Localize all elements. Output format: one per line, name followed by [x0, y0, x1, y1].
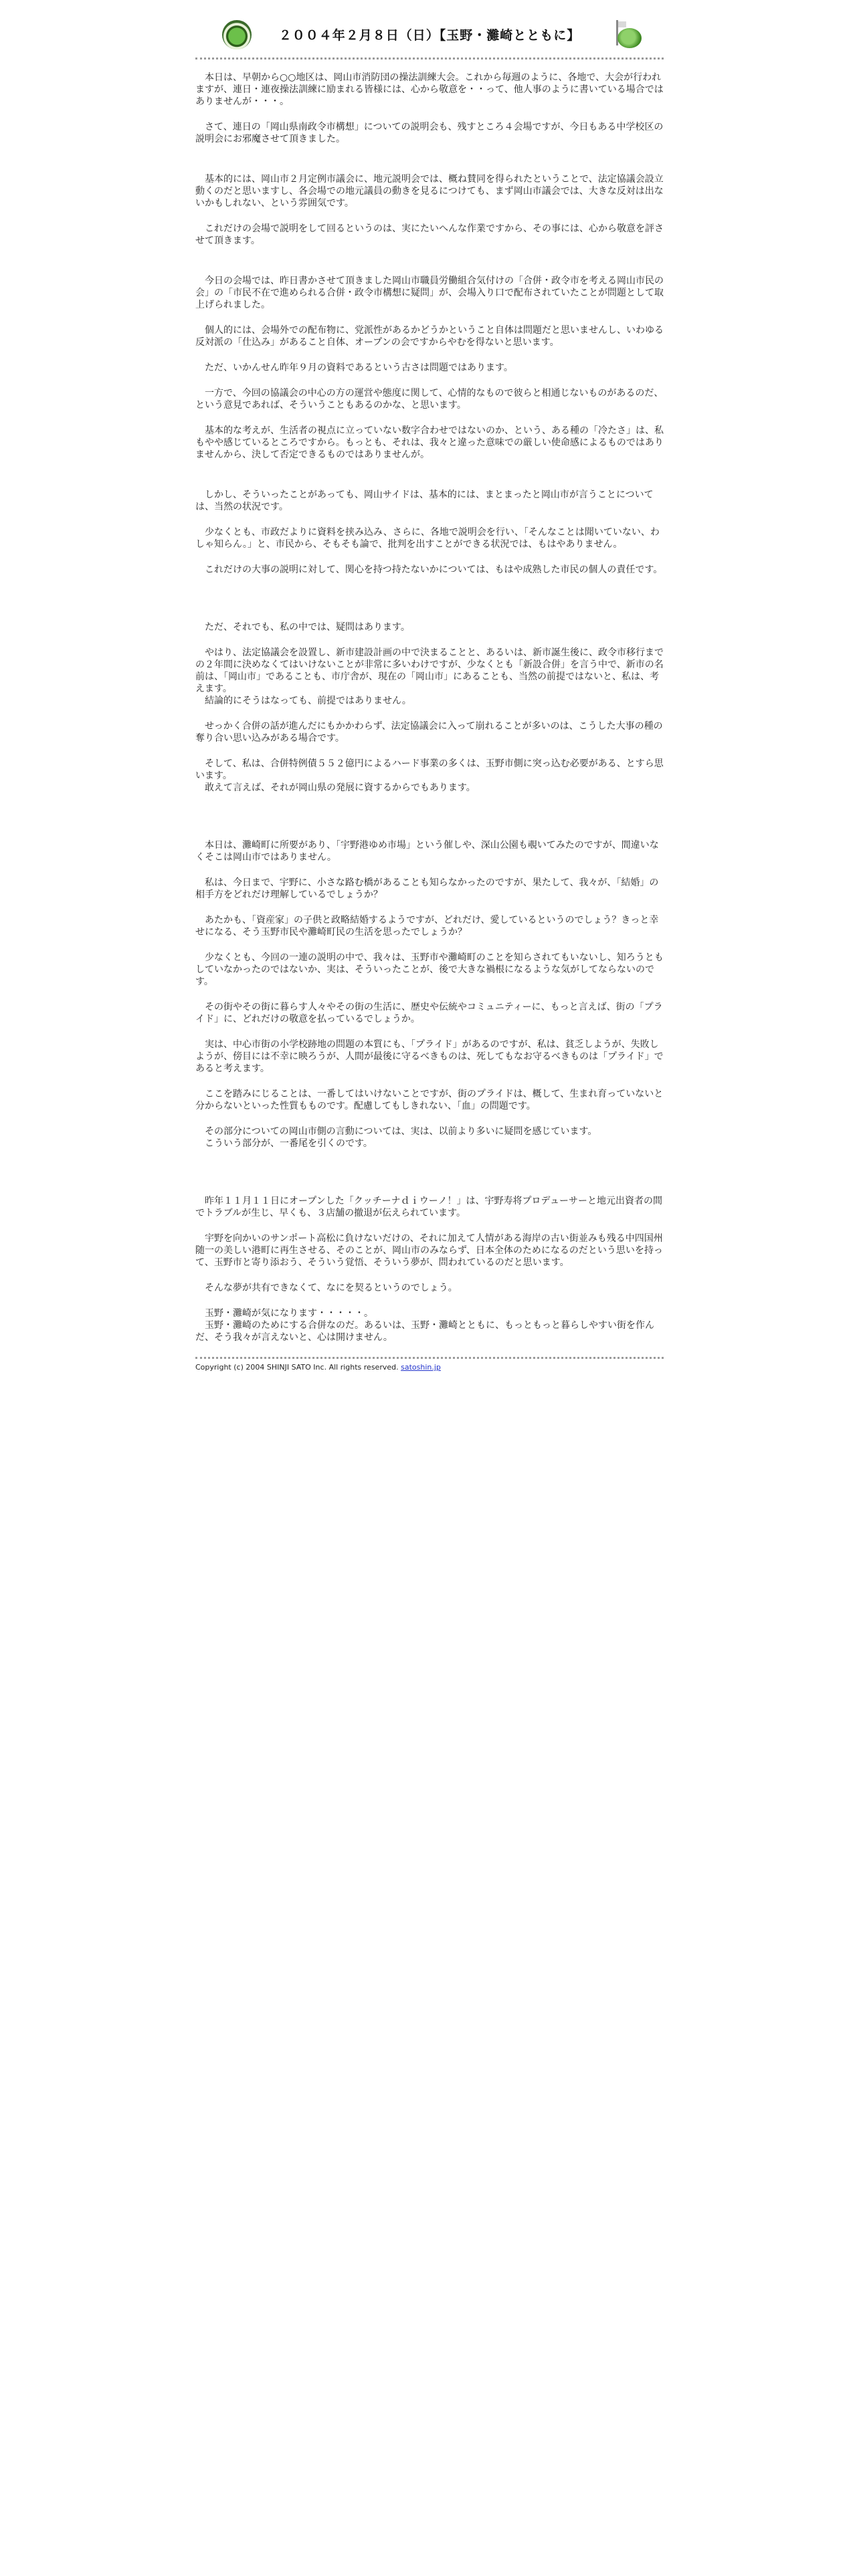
bottom-divider — [195, 1357, 664, 1359]
paragraph: 基本的には、岡山市２月定例市議会に、地元説明会では、概ね賛同を得られたということで、法定協議会設立動くのだと思いますし、各会場での地元議員の動きを見るにつけても、まず岡山市議会では、大きな反対は出ないかもしれない、という雰囲気です。 — [195, 174, 664, 209]
paragraph: さて、連日の「岡山県南政令市構想」についての説明会も、残すところ４会場ですが、今日もある中学校区の説明会にお邪魔させて頂きました。 — [195, 122, 664, 144]
paragraph: その街やその街に暮らす人々やその街の生活に、歴史や伝統やコミュニティーに、もっと言えば、街の「プライド」に、どれだけの敬意を払っているでしょうか。 — [195, 1002, 663, 1025]
golf-ball — [617, 28, 642, 48]
site-link[interactable]: satoshin.jp — [401, 1363, 441, 1372]
paragraph: これだけの会場で説明をして回るというのは、実にたいへんな作業ですから、その事には、心から敬意を評させて頂きます。 — [195, 223, 664, 246]
paragraph: 実は、中心市街の小学校跡地の問題の本質にも、「プライド」があるのですが、私は、貧乏しようが、失敗しようが、傍目には不幸に映ろうが、人間が最後に守るべきものは、死してもなお守るべきものは「プライド」であると考えます。 — [195, 1039, 664, 1074]
paragraph: 少なくとも、市政だよりに資料を挟み込み、さらに、各地で説明会を行い、「そんなことは聞いていない、わしゃ知らん。」と、市民から、そもそも論で、批判を出すことができる状況では、もはやありません。 — [195, 527, 660, 550]
article-body — [195, 72, 664, 1344]
paragraph: 今日の会場では、昨日書かさせて頂きました岡山市職員労働組合気付けの「合併・政令市を考える岡山市民の会」の「市民不在で進められる合併・政令市構想に疑問」が、会場入り口で配布されていたことが問題として取上げられました。 — [195, 276, 664, 310]
page — [195, 0, 664, 1372]
paragraph: ただ、それでも、私の中では、疑問はあります。 — [195, 622, 410, 633]
golf-ball-flag-icon — [613, 20, 643, 49]
paragraph: 個人的には、会場外での配布物に、党派性があるかどうかということ自体は問題だと思いませんし、いわゆる反対派の「仕込み」があること自体、オープンの会ですからやむを得ないと思います。 — [195, 325, 664, 348]
top-divider — [195, 58, 664, 60]
paragraph: やはり、法定協議会を設置し、新市建設計画の中で決まることと、あるいは、新市誕生後に、政令市移行までの２年間に決めなくてはいけないことが非常に多いわけですが、少なくとも「新設合併」を言う中で、新市の名前は、「岡山市」であることも、市庁舎が、現在の「岡山市」にあることも、当然の前提ではないと、私は、考えます。 結論的にそうはなっても、前提ではありません。 — [195, 647, 664, 706]
page-title: ２００４年２月８日（日）【玉野・灘崎とともに】 — [278, 28, 581, 43]
paragraph: ここを踏みにじることは、一番してはいけないことですが、街のプライドは、概して、生まれ育っていないと分からないといった性質もものです。配慮してもしきれない、「血」の問題です。 — [195, 1089, 664, 1111]
paragraph: 基本的な考えが、生活者の視点に立っていない数字合わせではないのか、という、ある種の「冷たさ」は、私もやや感じているところですから。もっとも、それは、我々と違った意味での厳しい使命感によるものではありませんから、決して否定できるものではありませんが。 — [195, 425, 664, 460]
paragraph: あたかも、「資産家」の子供と政略結婚するようですが、どれだけ、愛しているというのでしょう？きっと幸せになる、そう玉野市民や灘崎町民の生活を思ったでしょうか？ — [195, 915, 659, 938]
paragraph: 少なくとも、今回の一連の説明の中で、我々は、玉野市や灘崎町のことを知らされてもいないし、知ろうともしていなかったのではないか、実は、そういったことが、後で大きな禍根になるような気がしてならないのです。 — [195, 952, 664, 987]
paragraph: せっかく合併の話が進んだにもかかわらず、法定協議会に入って崩れることが多いのは、こうした大事の種の奪り合い思い込みがある場合です。 — [195, 721, 663, 744]
copyright-text: Copyright (c) 2004 SHINJI SATO Inc. All rights reserved. — [195, 1363, 399, 1372]
page-header — [195, 19, 664, 52]
paragraph: そんな夢が共有できなくて、なにを契るというのでしょう。 — [195, 1283, 458, 1293]
paragraph: ただ、いかんせん昨年９月の資料であるという古さは問題ではあります。 — [195, 362, 513, 373]
paragraph: そして、私は、合併特例債５５２億円によるハード事業の多くは、玉野市側に突っ込む必要がある、とすら思います。 敢えて言えば、それが岡山県の発展に資するからでもあります。 — [195, 758, 664, 793]
paragraph: 私は、今日まで、宇野に、小さな路む橋があることも知らなかったのですが、果たして、我々が、「結婚」の相手方をどれだけ理解しているでしょうか？ — [195, 877, 659, 900]
paragraph: 玉野・灘崎が気になります・・・・・。 玉野・灘崎のためにする合併なのだ。あるいは、玉野・灘崎とともに、もっともっと暮らしやすい街を作んだ、そう我々が言えないと、心は開けません。 — [195, 1308, 654, 1343]
paragraph: 本日は、灘崎町に所要があり、「宇野港ゆめ市場」という催しや、深山公園も覗いてみたのですが、間違いなくそこは岡山市ではありません。 — [195, 840, 659, 863]
flag-cloth — [618, 21, 626, 27]
paragraph: 一方で、今回の協議会の中心の方の運営や態度に関して、心情的なもので彼らと相通じないものがあるのだ、という意見であれば、そういうこともあるのかな、と思います。 — [195, 388, 664, 411]
paragraph: その部分についての岡山市側の言動については、実は、以前より多いに疑問を感じています。 こういう部分が、一番尾を引くのです。 — [204, 1126, 597, 1149]
paragraph: 本日は、早朝から○○地区は、岡山市消防団の操法訓練大会。これから毎週のように、各地で、大会が行われますが、連日・連夜操法訓練に励まれる皆様には、心から敬意を・・って、他人事のように書いている場合ではありませんが・・・。 — [195, 72, 664, 107]
paragraph: これだけの大事の説明に対して、関心を持つ持たないかについては、もはや成熟した市民の個人の責任です。 — [195, 564, 663, 575]
paragraph: 昨年１１月１１日にオープンした「クッチーナｄｉウーノ！」は、宇野寿将プロデューサーと地元出資者の間でトラブルが生じ、早くも、３店舗の撤退が伝えられています。 — [195, 1196, 663, 1218]
paragraph: しかし、そういったことがあっても、岡山サイドは、基本的には、まとまったと岡山市が言うことについては、当然の状況です。 — [195, 490, 654, 512]
paragraph: 宇野を向かいのサンポート高松に負けないだけの、それに加えて人情がある海岸の古い街並みも残る中四国州随一の美しい港町に再生させる、そのことが、岡山市のみならず、日本全体のためになるのだという思いを持って、玉野市と寄り添おう、そういう覚悟、そういう夢が、問われているのだと思います。 — [195, 1233, 663, 1268]
footer — [195, 1363, 664, 1372]
